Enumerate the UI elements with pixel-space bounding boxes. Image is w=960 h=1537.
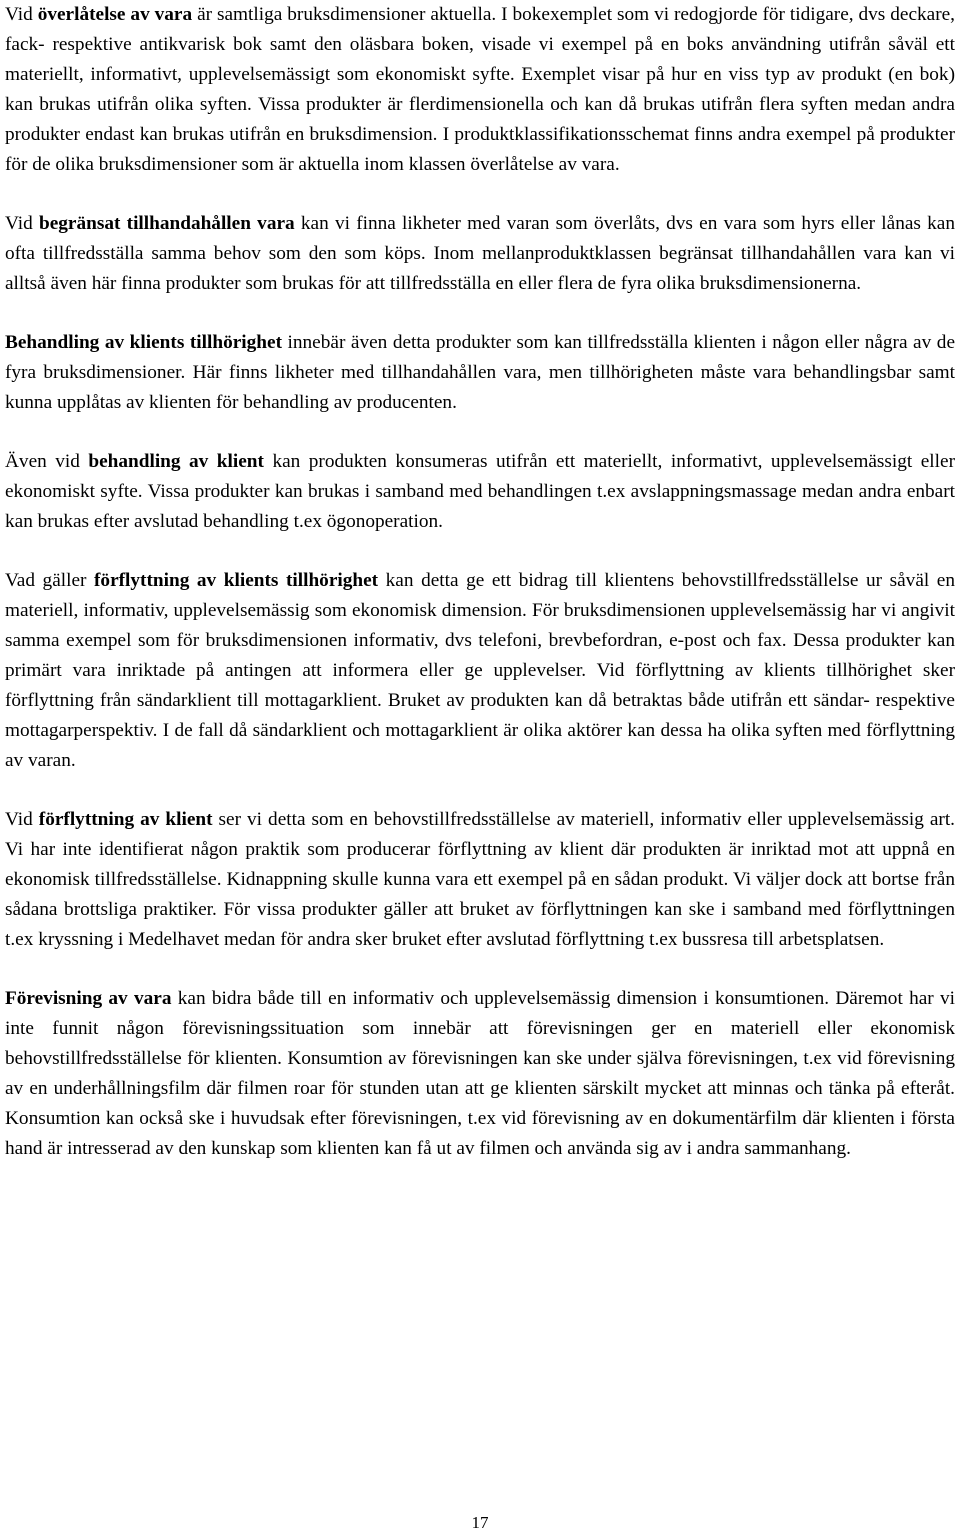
paragraph-overlatelse-av-vara — [5, 0, 955, 180]
paragraph-text: innebär även detta produkter som kan tillfredsställa klienten i någon eller några av de fyra bruksdimensioner. Här finns likheter med tillhandahållen vara, men tillhörigheten måste vara behandlingsbar samt kunna upplåtas av klienten för behandling av producenten. — [5, 332, 955, 413]
page-number: 17 — [471, 1513, 489, 1532]
paragraph-text: Även vid — [5, 451, 89, 472]
paragraph-text: kan detta ge ett bidrag till klientens behovstillfredsställelse ur såväl en materiell, informativ, upplevelsemässig som ekonomisk dimension. För bruksdimensionen upplevelsemässig har vi angivit samma exempel som för bruksdimensionen informativ, dvs telefoni, brevbefordran, e-post och fax. Dessa produkter kan primärt vara inriktade på antingen att informera eller ge upplevelser. Vid förflyttning av klients tillhörighet sker förflyttning från sändarklient till mottagarklient. Bruket av produkten kan då betraktas både utifrån ett sändar- respektive mottagarperspektiv. I de fall då sändarklient och mottagarklient är olika aktörer kan dessa ha olika syften med förflyttning av varan. — [5, 570, 955, 771]
paragraph-forflyttning-av-klient — [5, 805, 955, 955]
paragraph-text: Vid — [5, 4, 38, 25]
paragraph-text: Vid — [5, 809, 39, 830]
paragraph-text: kan produkten konsumeras utifrån ett materiellt, informativt, upplevelsemässigt eller ekonomiskt syfte. Vissa produkter kan brukas i samband med behandlingen t.ex avslappningsmassage medan andra enbart kan brukas efter avslutad behandling t.ex ögonoperation. — [5, 451, 956, 532]
paragraph-term: behandling av klient — [88, 451, 264, 472]
paragraph-term: överlåtelse av vara — [37, 4, 193, 25]
paragraph-term: Behandling av klients tillhörighet — [5, 332, 282, 353]
paragraph-text: är samtliga bruksdimensioner aktuella. I bokexemplet som vi redogjorde för tidigare, dvs deckare, fack- respektive antikvarisk bok samt den oläsbara boken, visade vi exempel på en boks användning utifrån såväl ett materiellt, informativt, upplevelsemässigt som ekonomiskt syfte. Exemplet visar på hur en viss typ av produkt (en bok) kan brukas utifrån olika syften. Vissa produkter är flerdimensionella och kan då brukas utifrån flera syften medan andra produkter endast kan brukas utifrån en bruksdimension. I produktklassifikationsschemat finns andra exempel på produkter för de olika bruksdimensioner som är aktuella inom klassen överlåtelse av vara. — [5, 4, 955, 175]
paragraph-text: ser vi detta som en behovstillfredsställelse av materiell, informativ eller upplevelsemässig art. Vi har inte identifierat någon praktik som producerar förflyttning av klient där produkten är inriktad mot att uppnå en ekonomisk tillfredsställelse. Kidnappning skulle kunna vara ett exempel på en sådan produkt. Vi väljer dock att bortse från sådana brottsliga praktiker. För vissa produkter gäller att bruket av förflyttningen kan ske i samband med förflyttningen t.ex kryssning i Medelhavet medan för andra sker bruket efter avslutad förflyttning t.ex bussresa till arbetsplatsen. — [5, 809, 955, 950]
document-body — [5, 0, 955, 1193]
paragraph-forflyttning-av-klients-tillhorighet — [5, 566, 955, 776]
paragraph-forevisning-av-vara — [5, 984, 955, 1164]
paragraph-begransat-tillhandahallen-vara — [5, 209, 955, 299]
paragraph-term: förflyttning av klients tillhörighet — [94, 570, 379, 591]
paragraph-term: förflyttning av klient — [38, 809, 213, 830]
paragraph-behandling-av-klients-tillhorighet — [5, 328, 955, 418]
paragraph-text: kan bidra både till en informativ och upplevelsemässig dimension i konsumtionen. Däremot har vi inte funnit någon förevisningssituation som innebär att förevisningen ger en materiell eller ekonomisk behovstillfredsställelse för klienten. Konsumtion av förevisningen kan ske under själva förevisningen, t.ex vid förevisning av en underhållningsfilm där filmen roar för stunden utan att ge klienten särskilt mycket att minnas och tänka på efteråt. Konsumtion kan också ske i huvudsak efter förevisningen, t.ex vid förevisning av en dokumentärfilm där klienten i första hand är intresserad av den kunskap som klienten kan få ut av filmen och använda sig av i andra sammanhang. — [5, 988, 955, 1159]
paragraph-term: begränsat tillhandahållen vara — [39, 213, 295, 234]
paragraph-term: Förevisning av vara — [5, 988, 172, 1009]
paragraph-text: Vad gäller — [5, 570, 95, 591]
paragraph-text: Vid — [5, 213, 39, 234]
paragraph-behandling-av-klient — [5, 447, 955, 537]
paragraph-text: kan vi finna likheter med varan som överlåts, dvs en vara som hyrs eller lånas kan ofta tillfredsställa samma behov som den som köps. Inom mellanproduktklassen begränsat tillhandahållen vara kan vi alltså även här finna produkter som brukas för att tillfredsställa en eller flera de fyra olika bruksdimensionerna. — [5, 213, 955, 294]
